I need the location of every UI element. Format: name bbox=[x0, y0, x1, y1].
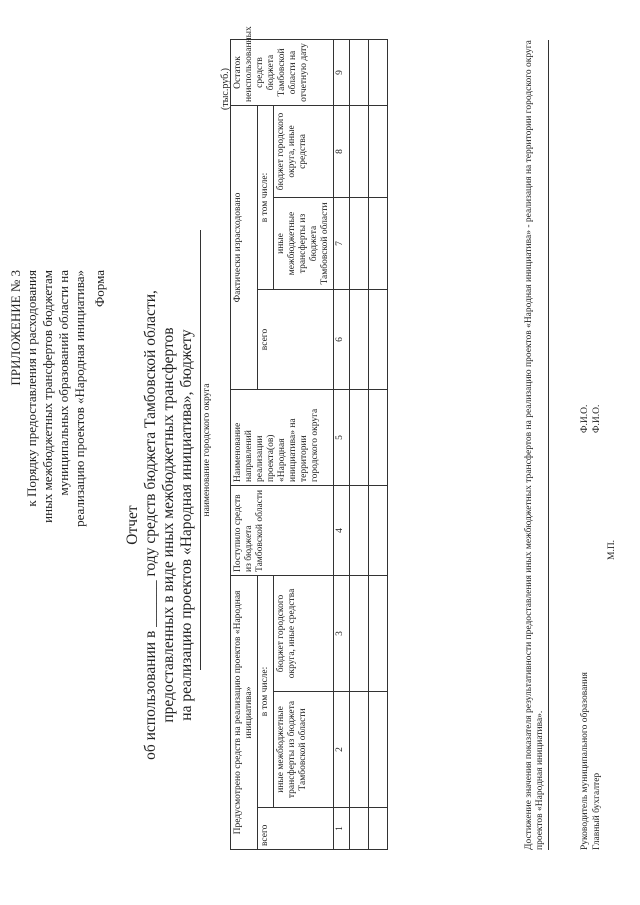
appendix-line: иных межбюджетных трансфертов бюджетам bbox=[40, 270, 55, 523]
footer-rule bbox=[548, 40, 549, 850]
table-cell bbox=[369, 197, 388, 289]
column-number: 2 bbox=[334, 692, 350, 808]
footer-note: Достижение значения показателя результативности предоставления иных межбюджетных трансфертов на реализацию проектов «Народная инициатива» - реализация на территории городского округа проектов «Народная инициатива». bbox=[524, 40, 545, 850]
header-transfers: иные межбюджетные трансферты из бюджета Тамбовской области bbox=[274, 692, 334, 808]
stamp-place: М.П. bbox=[607, 539, 617, 560]
title-line: предоставленных в виде иных межбюджетных трансфертов bbox=[160, 327, 177, 723]
header-planned: Предусмотрено средств на реализацию проектов «Народная инициатива» bbox=[231, 575, 258, 849]
header-remainder: Остаток неиспользованных средств бюджета Тамбовской области на отчетную дату bbox=[231, 39, 334, 105]
municipality-underline bbox=[200, 230, 201, 670]
fio-accountant: Ф.И.О. bbox=[592, 404, 602, 433]
appendix-line: к Порядку предоставления и расходования bbox=[24, 270, 39, 507]
table-cell bbox=[350, 389, 369, 485]
signature-accountant: Главный бухгалтер bbox=[592, 772, 602, 850]
table-cell bbox=[369, 389, 388, 485]
header-total: всего bbox=[258, 289, 334, 389]
title-line: об использовании в ______ году средств бюджета Тамбовской области, bbox=[142, 290, 159, 760]
column-number: 3 bbox=[334, 575, 350, 691]
title-line: на реализацию проектов «Народная инициатива», бюджету bbox=[178, 329, 195, 721]
table-row bbox=[369, 39, 388, 849]
unit-label: (тыс.руб.) bbox=[220, 67, 231, 110]
table-row bbox=[350, 39, 369, 849]
table-cell bbox=[350, 575, 369, 691]
table-cell bbox=[369, 692, 388, 808]
table-cell bbox=[369, 105, 388, 197]
table-cell bbox=[350, 197, 369, 289]
report-table bbox=[230, 26, 388, 850]
appendix-header bbox=[8, 270, 88, 830]
header-including: в том числе: bbox=[258, 105, 274, 289]
appendix-line: муниципальных образований области на bbox=[56, 270, 71, 496]
table-cell bbox=[350, 289, 369, 389]
column-number: 8 bbox=[334, 105, 350, 197]
header-received: Поступило средств из бюджета Тамбовской области bbox=[231, 485, 334, 575]
fio-head: Ф.И.О. bbox=[580, 404, 590, 433]
form-label: Форма bbox=[92, 270, 107, 307]
column-number: 4 bbox=[334, 485, 350, 575]
table-cell bbox=[350, 105, 369, 197]
municipality-caption: наименование городского округа bbox=[202, 383, 212, 517]
table-cell bbox=[369, 289, 388, 389]
table-cell bbox=[369, 485, 388, 575]
column-number: 9 bbox=[334, 39, 350, 105]
table-cell bbox=[350, 808, 369, 850]
table-cell bbox=[350, 39, 369, 105]
appendix-number: ПРИЛОЖЕНИЕ № 3 bbox=[8, 270, 23, 386]
table-cell bbox=[350, 692, 369, 808]
title-line: Отчет bbox=[124, 505, 141, 545]
report-title bbox=[124, 145, 196, 905]
table-cell bbox=[369, 808, 388, 850]
table-cell bbox=[350, 485, 369, 575]
appendix-line: реализацию проектов «Народная инициатива» bbox=[72, 270, 87, 527]
header-city-budget: бюджет городского округа, иные средства bbox=[274, 575, 334, 691]
header-row bbox=[231, 39, 258, 849]
signature-head: Руководитель муниципального образования bbox=[580, 672, 590, 850]
header-total: всего bbox=[258, 808, 334, 850]
column-number: 5 bbox=[334, 389, 350, 485]
header-actual: Фактически израсходовано bbox=[231, 105, 258, 389]
column-number: 1 bbox=[334, 808, 350, 850]
column-number-row bbox=[334, 39, 350, 849]
header-directions: Наименование направлений реализации проекта(ов) «Народная инициатива» на территории городского округа bbox=[231, 389, 334, 485]
column-number: 7 bbox=[334, 197, 350, 289]
table-cell bbox=[369, 39, 388, 105]
table-cell bbox=[369, 575, 388, 691]
column-number: 6 bbox=[334, 289, 350, 389]
header-transfers: иные межбюджетные трансферты из бюджета Тамбовской области bbox=[274, 197, 334, 289]
header-city-budget: бюджет городского округа, иные средства bbox=[274, 105, 334, 197]
header-including: в том числе: bbox=[258, 575, 274, 807]
